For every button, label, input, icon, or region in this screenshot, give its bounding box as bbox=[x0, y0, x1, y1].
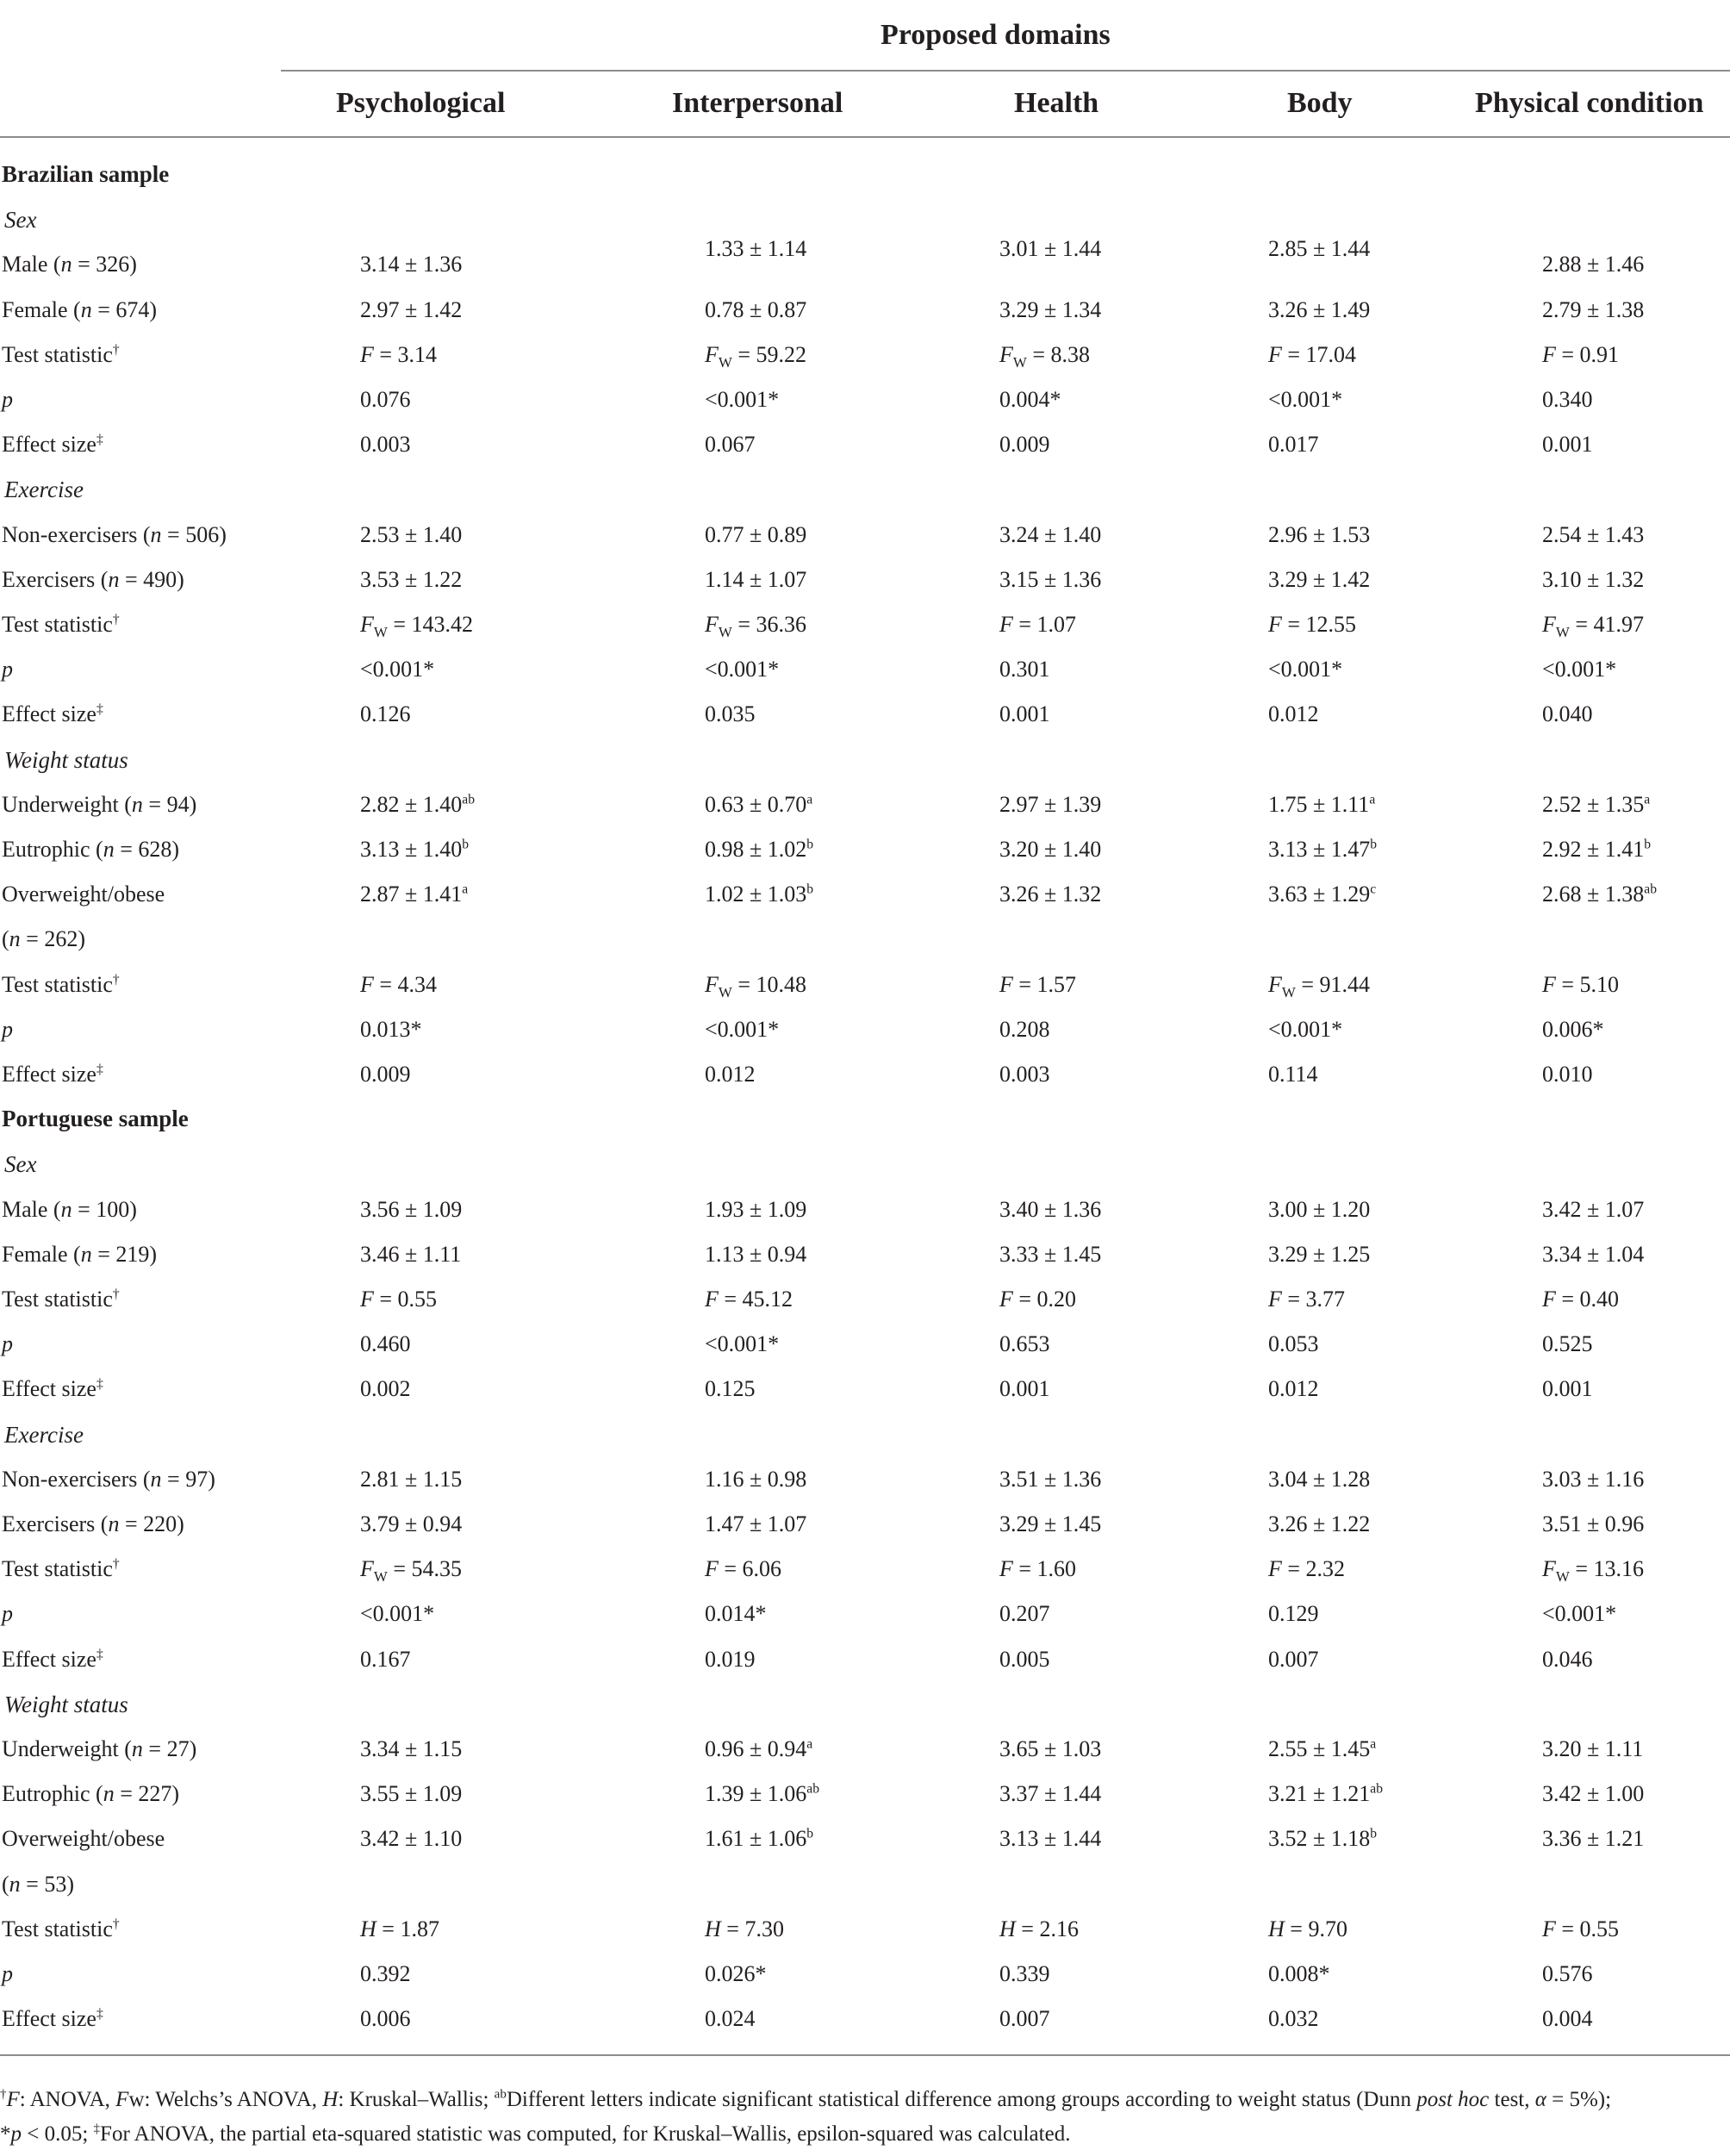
group-heading: Sex bbox=[4, 207, 37, 233]
table-cell-physical-condition: F = 0.55 bbox=[1542, 1916, 1620, 1941]
table-cell-body: 1.75 ± 1.11$^a$ bbox=[1268, 792, 1376, 817]
row-label: (n = 262) bbox=[2, 926, 85, 951]
header-rule-top bbox=[281, 70, 1730, 72]
table-cell-physical-condition: <0.001* bbox=[1542, 1601, 1617, 1626]
table-cell-physical-condition: 3.51 ± 0.96 bbox=[1542, 1511, 1645, 1536]
row-label: Effect size‡ bbox=[2, 1062, 103, 1087]
table-cell-physical-condition: $F_W = 41.97$ bbox=[1542, 612, 1645, 641]
table-cell-physical-condition: F = 5.10 bbox=[1542, 972, 1620, 997]
table-cell-body: 3.26 ± 1.22 bbox=[1268, 1511, 1371, 1536]
row-label: p bbox=[2, 1331, 13, 1356]
table-cell-psychological: 3.34 ± 1.15 bbox=[360, 1736, 463, 1761]
row-label: (n = 53) bbox=[2, 1872, 74, 1897]
section-heading: Brazilian sample bbox=[2, 161, 170, 187]
table-cell-physical-condition: 0.525 bbox=[1542, 1331, 1593, 1356]
row-label: Effect size‡ bbox=[2, 432, 103, 457]
table-cell-psychological: 0.002 bbox=[360, 1376, 411, 1401]
table-cell-body: 0.007 bbox=[1268, 1647, 1319, 1672]
table-cell-interpersonal: $F_W = 10.48$ bbox=[705, 972, 807, 1001]
table-cell-physical-condition: 2.68 ± 1.38$^{ab}$ bbox=[1542, 882, 1657, 907]
table-cell-psychological: 0.392 bbox=[360, 1961, 411, 1986]
table-cell-body: 0.012 bbox=[1268, 1376, 1319, 1401]
table-cell-health: 0.339 bbox=[999, 1961, 1050, 1986]
row-label: Exercisers (n = 220) bbox=[2, 1511, 184, 1536]
row-label: Test statistic† bbox=[2, 342, 120, 367]
table-cell-interpersonal: 0.019 bbox=[705, 1647, 756, 1672]
table-cell-body: 3.29 ± 1.25 bbox=[1268, 1242, 1371, 1267]
table-cell-interpersonal: 0.96 ± 0.94$^a$ bbox=[705, 1736, 813, 1761]
table-cell-psychological: 0.460 bbox=[360, 1331, 411, 1356]
row-label: p bbox=[2, 387, 13, 412]
table-cell-psychological: 3.55 ± 1.09 bbox=[360, 1781, 463, 1806]
table-cell-health: 3.13 ± 1.44 bbox=[999, 1826, 1102, 1851]
table-cell-physical-condition: 2.92 ± 1.41$^b$ bbox=[1542, 837, 1652, 862]
table-cell-health: F = 1.57 bbox=[999, 972, 1077, 997]
table-cell-physical-condition: 0.004 bbox=[1542, 2006, 1593, 2031]
table-cell-psychological: 0.126 bbox=[360, 701, 411, 726]
table-cell-health: F = 0.20 bbox=[999, 1287, 1077, 1312]
table-cell-interpersonal: 1.14 ± 1.07 bbox=[705, 567, 807, 592]
table-cell-health: 0.003 bbox=[999, 1062, 1050, 1087]
table-cell-psychological: 0.076 bbox=[360, 387, 411, 412]
table-cell-health: 3.29 ± 1.34 bbox=[999, 297, 1102, 322]
row-label: Overweight/obese bbox=[2, 882, 165, 907]
table-cell-health: H = 2.16 bbox=[999, 1916, 1079, 1941]
table-cell-interpersonal: 0.067 bbox=[705, 432, 756, 457]
table-cell-health: 0.301 bbox=[999, 657, 1050, 682]
table-cell-body: F = 17.04 bbox=[1268, 342, 1357, 367]
row-label: Non-exercisers (n = 506) bbox=[2, 522, 227, 547]
col-header-physical-condition: Physical condition bbox=[1475, 87, 1704, 119]
table-cell-body: F = 2.32 bbox=[1268, 1556, 1346, 1581]
table-cell-physical-condition: 3.36 ± 1.21 bbox=[1542, 1826, 1645, 1851]
row-label: Effect size‡ bbox=[2, 701, 103, 726]
table-cell-physical-condition: 0.576 bbox=[1542, 1961, 1593, 1986]
table-cell-physical-condition: 0.010 bbox=[1542, 1062, 1593, 1087]
table-cell-interpersonal: 1.47 ± 1.07 bbox=[705, 1511, 807, 1536]
table-cell-physical-condition: F = 0.91 bbox=[1542, 342, 1620, 367]
table-cell-interpersonal: <0.001* bbox=[705, 657, 780, 682]
table-cell-psychological: 2.87 ± 1.41$^a$ bbox=[360, 882, 469, 907]
table-cell-health: 0.001 bbox=[999, 701, 1050, 726]
table-cell-body: 3.29 ± 1.42 bbox=[1268, 567, 1371, 592]
col-header-body: Body bbox=[1287, 87, 1353, 119]
table-cell-physical-condition: $F_W = 13.16$ bbox=[1542, 1556, 1645, 1586]
table-cell-interpersonal: <0.001* bbox=[705, 1017, 780, 1042]
table-cell-physical-condition: 2.88 ± 1.46 bbox=[1542, 252, 1645, 277]
table-cell-body: 3.13 ± 1.47$^b$ bbox=[1268, 837, 1378, 862]
table-cell-health: 0.007 bbox=[999, 2006, 1050, 2031]
row-label: Test statistic† bbox=[2, 612, 120, 637]
table-cell-health: 3.37 ± 1.44 bbox=[999, 1781, 1102, 1806]
table-cell-health: 0.001 bbox=[999, 1376, 1050, 1401]
table-cell-psychological: F = 3.14 bbox=[360, 342, 438, 367]
table-cell-interpersonal: 0.98 ± 1.02$^b$ bbox=[705, 837, 814, 862]
table-cell-health: 3.51 ± 1.36 bbox=[999, 1467, 1102, 1492]
proposed-domains-heading: Proposed domains bbox=[881, 19, 1111, 51]
table-cell-body: 0.008* bbox=[1268, 1961, 1330, 1986]
table-cell-psychological: 0.013* bbox=[360, 1017, 422, 1042]
table-cell-health: 3.15 ± 1.36 bbox=[999, 567, 1102, 592]
table-cell-health: 3.40 ± 1.36 bbox=[999, 1197, 1102, 1222]
table-cell-body: 0.053 bbox=[1268, 1331, 1319, 1356]
table-cell-psychological: F = 4.34 bbox=[360, 972, 438, 997]
table-cell-interpersonal: <0.001* bbox=[705, 1331, 780, 1356]
table-cell-physical-condition: <0.001* bbox=[1542, 657, 1617, 682]
table-cell-body: <0.001* bbox=[1268, 657, 1343, 682]
table-cell-body: <0.001* bbox=[1268, 1017, 1343, 1042]
table-cell-psychological: 3.14 ± 1.36 bbox=[360, 252, 463, 277]
table-cell-interpersonal: 0.035 bbox=[705, 701, 756, 726]
table-cell-physical-condition: 0.040 bbox=[1542, 701, 1593, 726]
table-cell-psychological: F = 0.55 bbox=[360, 1287, 438, 1312]
table-cell-psychological: 0.006 bbox=[360, 2006, 411, 2031]
table-cell-body: 3.26 ± 1.49 bbox=[1268, 297, 1371, 322]
col-header-health: Health bbox=[1014, 87, 1099, 119]
table-cell-body: 2.85 ± 1.44 bbox=[1268, 236, 1371, 261]
table-cell-physical-condition: 3.10 ± 1.32 bbox=[1542, 567, 1645, 592]
table-cell-body: H = 9.70 bbox=[1268, 1916, 1347, 1941]
table-cell-physical-condition: 3.34 ± 1.04 bbox=[1542, 1242, 1645, 1267]
table-cell-body: 2.96 ± 1.53 bbox=[1268, 522, 1371, 547]
row-label: Female (n = 674) bbox=[2, 297, 158, 322]
table-cell-psychological: 3.56 ± 1.09 bbox=[360, 1197, 463, 1222]
row-label: p bbox=[2, 1601, 13, 1626]
table-cell-interpersonal: 0.125 bbox=[705, 1376, 756, 1401]
table-cell-interpersonal: 0.024 bbox=[705, 2006, 756, 2031]
table-cell-psychological: 3.79 ± 0.94 bbox=[360, 1511, 463, 1536]
group-heading: Weight status bbox=[4, 1692, 128, 1717]
table-cell-body: 0.012 bbox=[1268, 701, 1319, 726]
table-cell-psychological: $F_W = 54.35$ bbox=[360, 1556, 463, 1586]
table-cell-body: 3.04 ± 1.28 bbox=[1268, 1467, 1371, 1492]
table-cell-physical-condition: 3.20 ± 1.11 bbox=[1542, 1736, 1644, 1761]
table-cell-physical-condition: 2.52 ± 1.35$^a$ bbox=[1542, 792, 1651, 817]
table-cell-health: 3.20 ± 1.40 bbox=[999, 837, 1102, 862]
row-label: Test statistic† bbox=[2, 972, 120, 997]
row-label: Effect size‡ bbox=[2, 1376, 103, 1401]
row-label: Test statistic† bbox=[2, 1556, 120, 1581]
table-cell-health: 3.33 ± 1.45 bbox=[999, 1242, 1102, 1267]
col-header-interpersonal: Interpersonal bbox=[672, 87, 843, 119]
row-label: Test statistic† bbox=[2, 1916, 120, 1941]
table-cell-interpersonal: H = 7.30 bbox=[705, 1916, 784, 1941]
table-cell-health: 0.208 bbox=[999, 1017, 1050, 1042]
row-label: Male (n = 326) bbox=[2, 252, 137, 277]
table-cell-interpersonal: 0.63 ± 0.70$^a$ bbox=[705, 792, 813, 817]
table-cell-interpersonal: <0.001* bbox=[705, 387, 780, 412]
table-cell-health: 3.24 ± 1.40 bbox=[999, 522, 1102, 547]
table-cell-interpersonal: 0.77 ± 0.89 bbox=[705, 522, 807, 547]
table-cell-interpersonal: 1.61 ± 1.06$^b$ bbox=[705, 1826, 814, 1851]
table-cell-interpersonal: 1.39 ± 1.06$^{ab}$ bbox=[705, 1781, 819, 1806]
table-cell-body: 2.55 ± 1.45$^a$ bbox=[1268, 1736, 1377, 1761]
row-label: Effect size‡ bbox=[2, 1647, 103, 1672]
table-cell-health: 0.009 bbox=[999, 432, 1050, 457]
group-heading: Sex bbox=[4, 1151, 37, 1177]
row-label: Eutrophic (n = 227) bbox=[2, 1781, 180, 1806]
table-cell-body: F = 3.77 bbox=[1268, 1287, 1346, 1312]
table-cell-psychological: 2.53 ± 1.40 bbox=[360, 522, 463, 547]
table-cell-physical-condition: 3.03 ± 1.16 bbox=[1542, 1467, 1645, 1492]
table-cell-interpersonal: 1.93 ± 1.09 bbox=[705, 1197, 807, 1222]
row-label: Overweight/obese bbox=[2, 1826, 165, 1851]
table-cell-interpersonal: F = 6.06 bbox=[705, 1556, 782, 1581]
table-cell-interpersonal: 1.16 ± 0.98 bbox=[705, 1467, 807, 1492]
table-cell-body: 3.52 ± 1.18$^b$ bbox=[1268, 1826, 1378, 1851]
table-cell-health: 0.207 bbox=[999, 1601, 1050, 1626]
table-cell-psychological: <0.001* bbox=[360, 657, 435, 682]
table-cell-body: 0.129 bbox=[1268, 1601, 1319, 1626]
table-cell-psychological: 2.97 ± 1.42 bbox=[360, 297, 463, 322]
table-cell-psychological: 0.009 bbox=[360, 1062, 411, 1087]
table-cell-interpersonal: 1.02 ± 1.03$^b$ bbox=[705, 882, 814, 907]
row-label: Eutrophic (n = 628) bbox=[2, 837, 180, 862]
table-cell-health: 3.01 ± 1.44 bbox=[999, 236, 1102, 261]
table-cell-interpersonal: 0.78 ± 0.87 bbox=[705, 297, 807, 322]
group-heading: Exercise bbox=[4, 477, 84, 502]
table-cell-health: $F_W = 8.38$ bbox=[999, 342, 1091, 371]
table-cell-physical-condition: 0.046 bbox=[1542, 1647, 1593, 1672]
table-cell-interpersonal: $F_W = 36.36$ bbox=[705, 612, 807, 641]
table-cell-psychological: 3.53 ± 1.22 bbox=[360, 567, 463, 592]
table-rule-bottom bbox=[0, 2054, 1730, 2056]
table-cell-psychological: 3.13 ± 1.40$^b$ bbox=[360, 837, 470, 862]
table-cell-interpersonal: 0.012 bbox=[705, 1062, 756, 1087]
table-cell-physical-condition: F = 0.40 bbox=[1542, 1287, 1620, 1312]
table-cell-body: 0.017 bbox=[1268, 432, 1319, 457]
table-cell-interpersonal: 0.026* bbox=[705, 1961, 767, 1986]
table-cell-health: 3.29 ± 1.45 bbox=[999, 1511, 1102, 1536]
table-cell-health: F = 1.07 bbox=[999, 612, 1077, 637]
table-cell-physical-condition: 0.340 bbox=[1542, 387, 1593, 412]
table-cell-body: F = 12.55 bbox=[1268, 612, 1357, 637]
table-cell-body: 3.00 ± 1.20 bbox=[1268, 1197, 1371, 1222]
row-label: Effect size‡ bbox=[2, 2006, 103, 2031]
table-cell-body: 0.032 bbox=[1268, 2006, 1319, 2031]
table-cell-interpersonal: 1.13 ± 0.94 bbox=[705, 1242, 807, 1267]
table-cell-health: 3.65 ± 1.03 bbox=[999, 1736, 1102, 1761]
table-cell-psychological: <0.001* bbox=[360, 1601, 435, 1626]
table-cell-psychological: 0.167 bbox=[360, 1647, 411, 1672]
table-cell-body: $F_W = 91.44$ bbox=[1268, 972, 1371, 1001]
table-cell-psychological: 0.003 bbox=[360, 432, 411, 457]
table-cell-interpersonal: 1.33 ± 1.14 bbox=[705, 236, 807, 261]
row-label: p bbox=[2, 1961, 13, 1986]
table-cell-body: 3.63 ± 1.29$^c$ bbox=[1268, 882, 1377, 907]
row-label: Exercisers (n = 490) bbox=[2, 567, 184, 592]
table-cell-health: 0.004* bbox=[999, 387, 1061, 412]
row-label: Underweight (n = 27) bbox=[2, 1736, 197, 1761]
table-cell-psychological: 3.46 ± 1.11 bbox=[360, 1242, 462, 1267]
table-cell-health: F = 1.60 bbox=[999, 1556, 1077, 1581]
header-rule-bottom bbox=[0, 136, 1730, 138]
col-header-psychological: Psychological bbox=[336, 87, 506, 119]
section-heading: Portuguese sample bbox=[2, 1106, 189, 1131]
table-cell-psychological: H = 1.87 bbox=[360, 1916, 439, 1941]
group-heading: Exercise bbox=[4, 1422, 84, 1448]
row-label: p bbox=[2, 657, 13, 682]
row-label: Female (n = 219) bbox=[2, 1242, 158, 1267]
table-cell-physical-condition: 0.001 bbox=[1542, 1376, 1593, 1401]
row-label: Underweight (n = 94) bbox=[2, 792, 197, 817]
table-cell-psychological: $F_W = 143.42$ bbox=[360, 612, 474, 641]
table-cell-interpersonal: $F_W = 59.22$ bbox=[705, 342, 807, 371]
table-cell-interpersonal: F = 45.12 bbox=[705, 1287, 793, 1312]
table-cell-psychological: 3.42 ± 1.10 bbox=[360, 1826, 463, 1851]
table-cell-interpersonal: 0.014* bbox=[705, 1601, 767, 1626]
row-label: Non-exercisers (n = 97) bbox=[2, 1467, 215, 1492]
table-cell-physical-condition: 3.42 ± 1.00 bbox=[1542, 1781, 1645, 1806]
table-cell-body: 3.21 ± 1.21$^{ab}$ bbox=[1268, 1781, 1383, 1806]
table-cell-physical-condition: 0.006* bbox=[1542, 1017, 1604, 1042]
table-cell-body: <0.001* bbox=[1268, 387, 1343, 412]
table-cell-physical-condition: 3.42 ± 1.07 bbox=[1542, 1197, 1645, 1222]
table-cell-physical-condition: 0.001 bbox=[1542, 432, 1593, 457]
group-heading: Weight status bbox=[4, 747, 128, 773]
table-cell-health: 0.005 bbox=[999, 1647, 1050, 1672]
table-cell-physical-condition: 2.79 ± 1.38 bbox=[1542, 297, 1645, 322]
table-cell-body: 0.114 bbox=[1268, 1062, 1318, 1087]
row-label: p bbox=[2, 1017, 13, 1042]
table-cell-psychological: 2.81 ± 1.15 bbox=[360, 1467, 463, 1492]
footnote-line-1: †F: ANOVA, Fw: Welchs’s ANOVA, H: Kruskal–Wallis; $^{ab}$Different letters indicate significant statistical difference among groups according to weight status (Dunn post hoc test, α = 5%); bbox=[0, 2087, 1612, 2111]
table-cell-physical-condition: 2.54 ± 1.43 bbox=[1542, 522, 1645, 547]
table-cell-health: 2.97 ± 1.39 bbox=[999, 792, 1102, 817]
row-label: Test statistic† bbox=[2, 1287, 120, 1312]
table-cell-health: 0.653 bbox=[999, 1331, 1050, 1356]
footnote-line-2: *p < 0.05; ‡For ANOVA, the partial eta-squared statistic was computed, for Kruskal–Wallis, epsilon-squared was calculated. bbox=[0, 2122, 1071, 2146]
row-label: Male (n = 100) bbox=[2, 1197, 137, 1222]
table-cell-psychological: 2.82 ± 1.40$^{ab}$ bbox=[360, 792, 475, 817]
table-cell-health: 3.26 ± 1.32 bbox=[999, 882, 1102, 907]
